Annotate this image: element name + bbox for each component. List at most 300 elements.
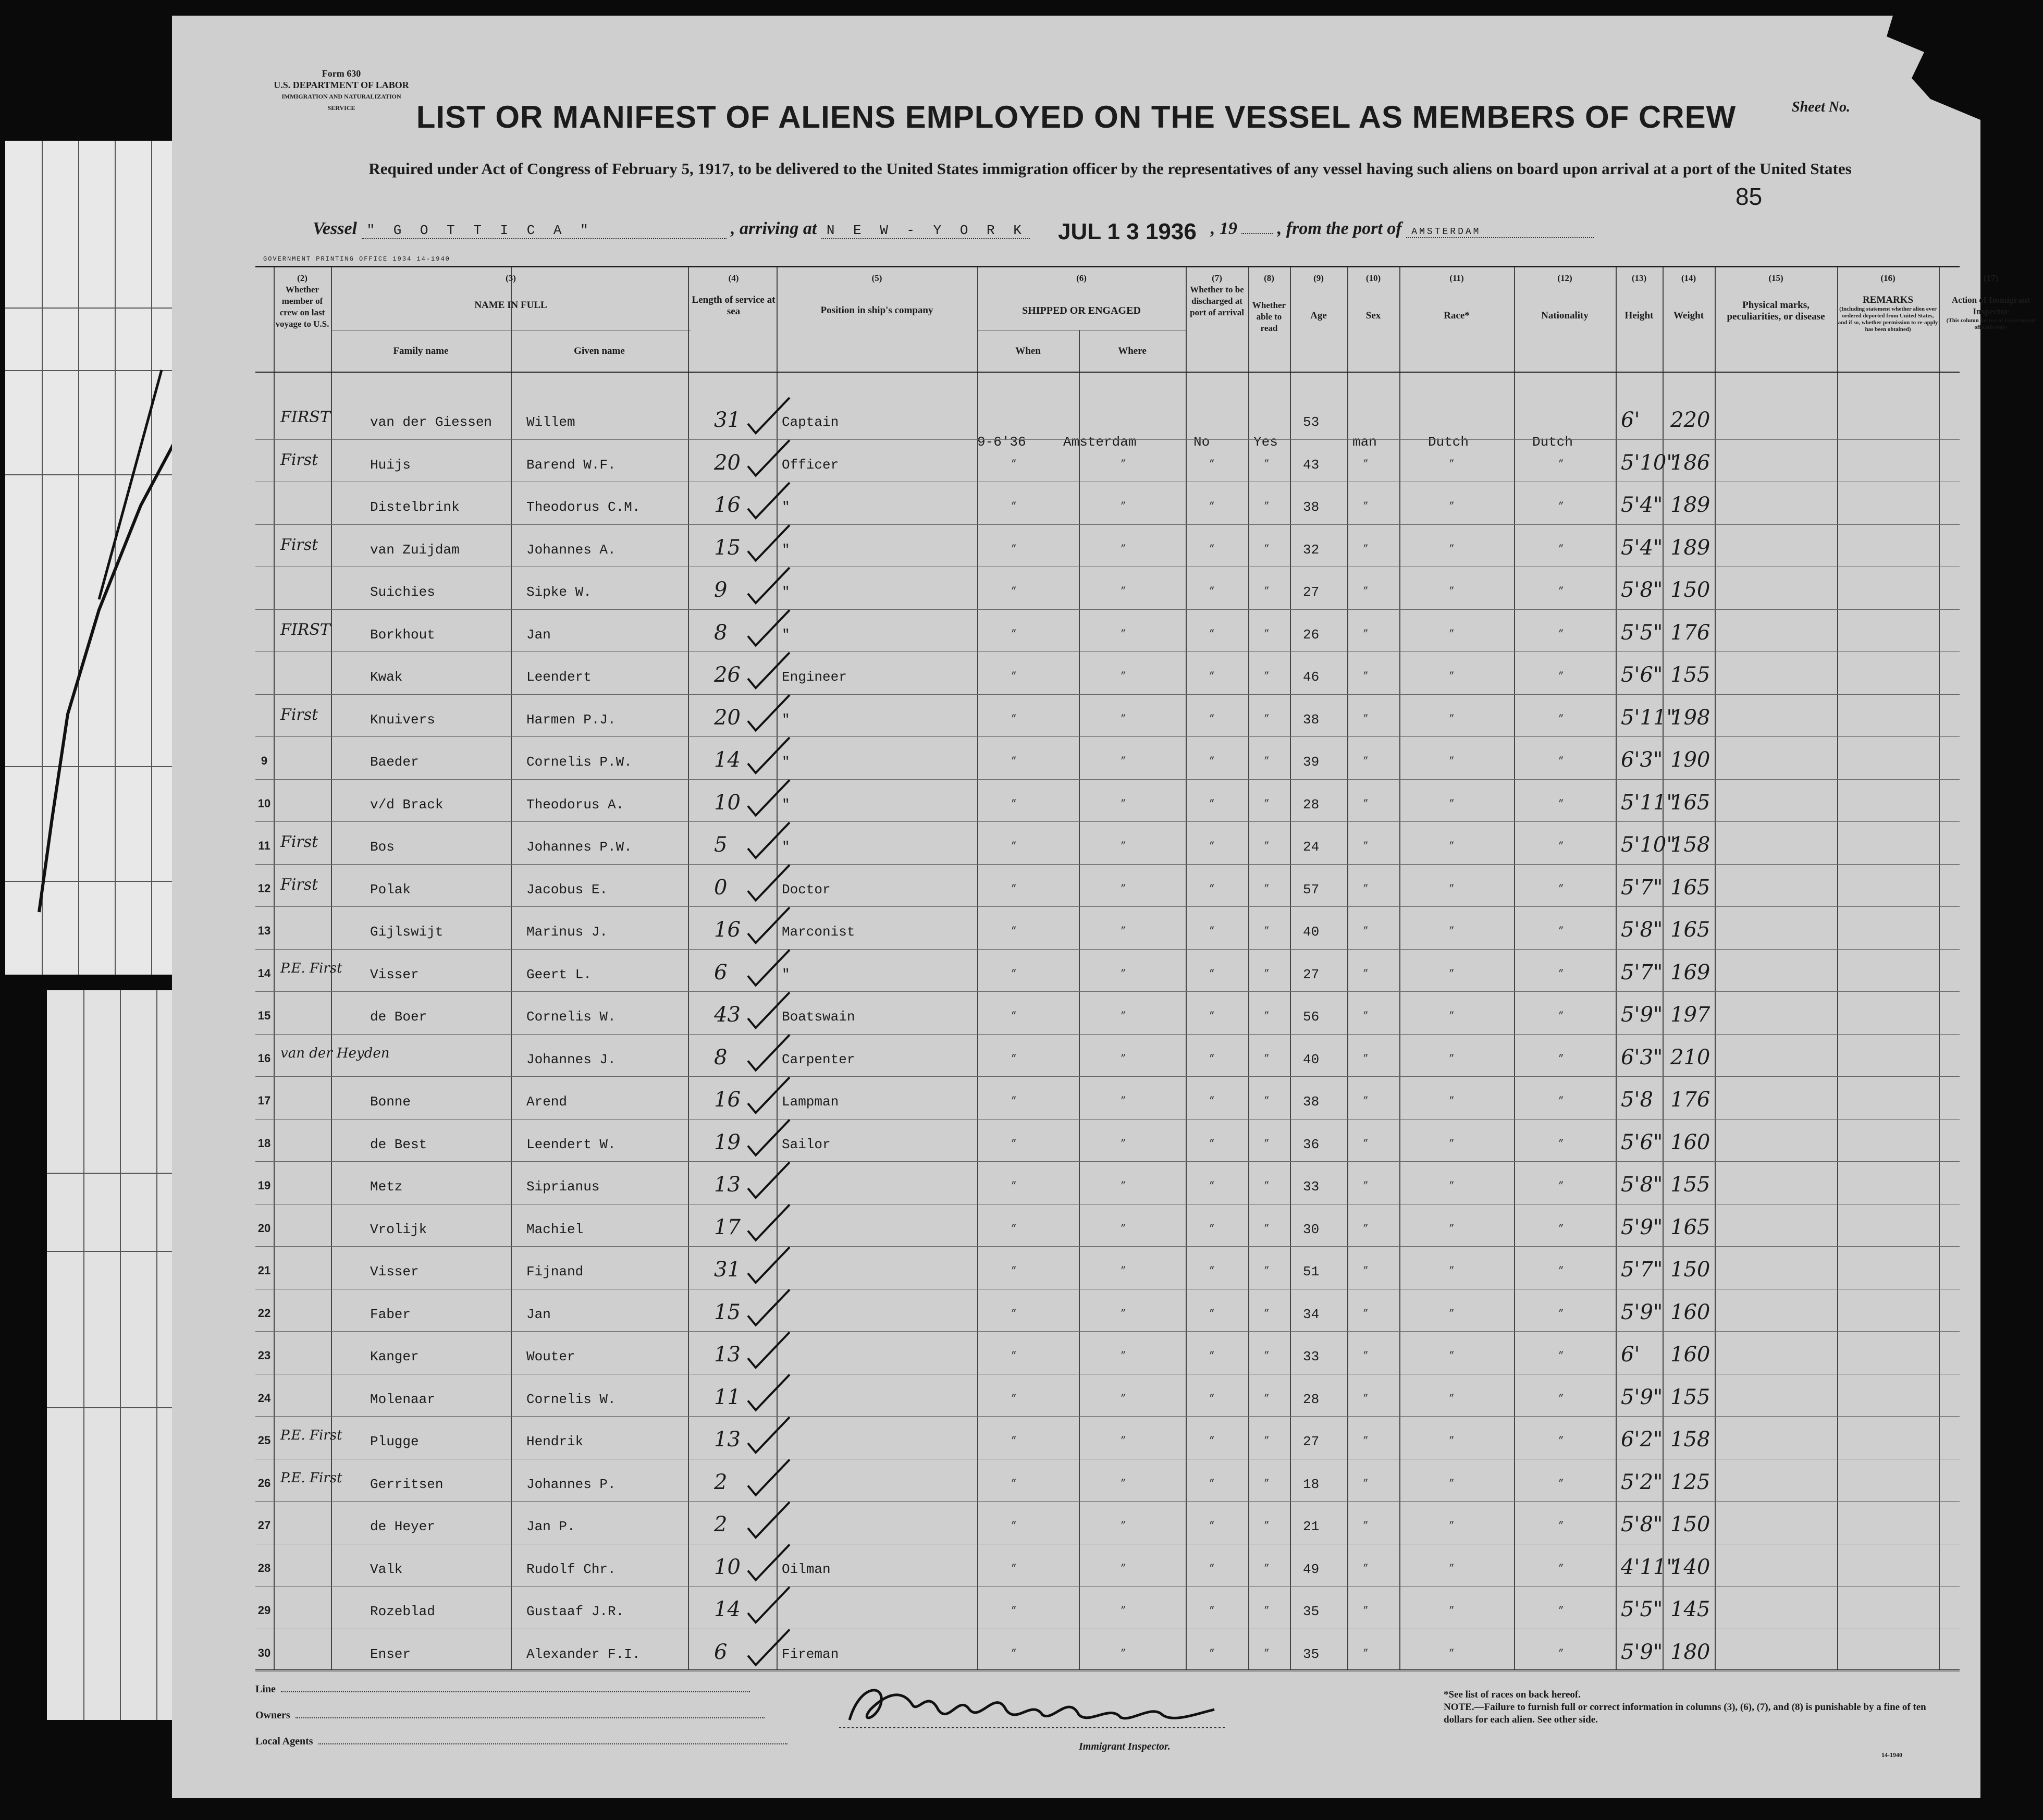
family-name: Huijs <box>370 457 411 473</box>
service-years: 13 <box>714 1428 741 1452</box>
row-number: 28 <box>257 1561 271 1575</box>
position: Fireman <box>782 1646 839 1662</box>
col-header-age: Age <box>1310 310 1327 321</box>
age: 57 <box>1303 881 1320 897</box>
ditto-mark: ” <box>1558 459 1564 470</box>
col-header-inspector: Action of Immigrant Inspector <box>1951 295 2030 316</box>
height: 5'9" <box>1621 1640 1663 1664</box>
given-name: Theodorus C.M. <box>526 499 641 515</box>
ditto-mark: ” <box>1363 1266 1369 1276</box>
ditto-mark: ” <box>1449 1096 1455 1106</box>
row-number: 23 <box>257 1349 271 1362</box>
service-years: 16 <box>714 1088 741 1112</box>
ditto-mark: ” <box>1011 1351 1017 1361</box>
ditto-mark: ” <box>1264 1308 1270 1319</box>
ditto-mark: ” <box>1264 1011 1270 1022</box>
ditto-mark: ” <box>1121 1096 1126 1106</box>
ditto-mark: ” <box>1264 1521 1270 1531</box>
ditto-mark: ” <box>1209 883 1215 894</box>
page-title: LIST OR MANIFEST OF ALIENS EMPLOYED ON THE VESSEL AS MEMBERS OF CREW <box>416 100 1737 134</box>
ditto-mark: ” <box>1121 586 1126 597</box>
ditto-mark: ” <box>1449 841 1455 852</box>
check-mark <box>748 865 790 901</box>
ditto-mark: ” <box>1011 1478 1017 1489</box>
service-years: 14 <box>714 1597 741 1621</box>
ditto-mark: ” <box>1558 968 1564 979</box>
service-years: 2 <box>714 1512 728 1536</box>
ditto-mark: ” <box>1121 1563 1126 1574</box>
check-mark <box>748 780 790 816</box>
ditto-mark: ” <box>1209 629 1215 640</box>
check-mark <box>748 1120 790 1155</box>
col-header-inspector-note: (This column for use of Government officials only) <box>1946 317 2036 330</box>
ditto-mark: ” <box>1558 544 1564 555</box>
height: 6' <box>1621 1343 1640 1367</box>
ditto-mark: ” <box>1121 1266 1126 1276</box>
ditto-mark: ” <box>1363 1393 1369 1404</box>
ditto-mark: ” <box>1449 968 1455 979</box>
ditto-mark: ” <box>1558 1606 1564 1616</box>
ditto-mark: ” <box>1449 629 1455 640</box>
weight: 210 <box>1670 1045 1710 1069</box>
ditto-mark: ” <box>1011 544 1017 555</box>
age: 28 <box>1303 796 1320 813</box>
ditto-mark: ” <box>1264 1606 1270 1616</box>
age: 27 <box>1303 1434 1320 1449</box>
family-name: Kanger <box>370 1349 419 1364</box>
family-name: Plugge <box>370 1434 419 1449</box>
ditto-mark: ” <box>1558 1393 1564 1404</box>
col-header-position: Position in ship's company <box>820 305 933 316</box>
ditto-mark: ” <box>1011 1563 1017 1574</box>
ditto-mark: ” <box>1449 883 1455 894</box>
ditto-mark: ” <box>1449 1478 1455 1489</box>
ditto-mark: ” <box>1363 1096 1369 1106</box>
ditto-mark: ” <box>1011 714 1017 724</box>
service-years: 31 <box>714 408 741 432</box>
ditto-mark: ” <box>1449 544 1455 555</box>
row-number: 11 <box>258 839 270 852</box>
row-number: 16 <box>257 1051 271 1065</box>
height: 5'10" <box>1621 450 1676 475</box>
ditto-mark: ” <box>1209 459 1215 470</box>
ditto-mark: ” <box>1264 671 1270 682</box>
arriving-port: N E W - Y O R K <box>821 223 1030 239</box>
family-name: Baeder <box>370 754 419 770</box>
height: 5'7" <box>1621 1258 1663 1282</box>
ditto-mark: ” <box>1363 1563 1369 1574</box>
check-mark <box>748 1502 790 1538</box>
row1-sex: man <box>1352 434 1377 450</box>
ditto-mark: ” <box>1558 1181 1564 1191</box>
ditto-mark: ” <box>1264 756 1270 767</box>
ditto-mark: ” <box>1209 586 1215 597</box>
ditto-mark: ” <box>1121 1351 1126 1361</box>
row-number: 9 <box>261 754 268 767</box>
weight: 160 <box>1670 1343 1710 1367</box>
ditto-mark: ” <box>1449 714 1455 724</box>
ditto-mark: ” <box>1209 1648 1215 1659</box>
inspector-signature <box>839 1673 1230 1736</box>
ditto-mark: ” <box>1011 1053 1017 1064</box>
form-number: Form 630 <box>322 68 361 79</box>
ditto-mark: ” <box>1011 629 1017 640</box>
ditto-mark: ” <box>1558 501 1564 512</box>
given-name: Leendert W. <box>526 1136 616 1152</box>
age: 49 <box>1303 1561 1320 1577</box>
ditto-mark: ” <box>1121 1606 1126 1616</box>
ditto-mark: ” <box>1449 1606 1455 1616</box>
ditto-mark: ” <box>1011 459 1017 470</box>
weight: 176 <box>1670 1088 1710 1112</box>
family-name: Vrolijk <box>370 1221 427 1237</box>
height: 5'8" <box>1621 1173 1663 1197</box>
ditto-mark: ” <box>1121 756 1126 767</box>
prev-voyage: P.E. First <box>280 960 342 976</box>
position: " <box>782 626 790 643</box>
ditto-mark: ” <box>1209 1096 1215 1106</box>
weight: 155 <box>1670 663 1710 687</box>
prev-voyage: FIRST <box>280 620 330 639</box>
family-name: Knuivers <box>370 711 435 728</box>
ditto-mark: ” <box>1363 1351 1369 1361</box>
ditto-mark: ” <box>1264 798 1270 809</box>
height: 5'9" <box>1621 1003 1663 1027</box>
family-name: Distelbrink <box>370 499 460 515</box>
height: 4'11" <box>1621 1555 1676 1579</box>
family-name: Faber <box>370 1306 411 1322</box>
ditto-mark: ” <box>1264 1266 1270 1276</box>
check-marks <box>255 267 1960 1669</box>
col-header-where: Where <box>1118 346 1147 356</box>
height: 5'8" <box>1621 578 1663 602</box>
age: 21 <box>1303 1519 1320 1534</box>
ditto-mark: ” <box>1449 586 1455 597</box>
row-number: 18 <box>257 1136 271 1150</box>
col-header-sex: Sex <box>1365 310 1381 321</box>
ditto-mark: ” <box>1011 1011 1017 1022</box>
weight: 158 <box>1670 833 1710 857</box>
weight: 180 <box>1670 1640 1710 1664</box>
ditto-mark: ” <box>1121 1223 1126 1234</box>
check-mark <box>748 1417 790 1453</box>
ditto-mark: ” <box>1121 841 1126 852</box>
row-number: 30 <box>257 1646 271 1659</box>
service-years: 11 <box>714 1385 741 1409</box>
arriving-label: , arriving at <box>731 219 817 238</box>
from-port: AMSTERDAM <box>1406 227 1594 238</box>
height: 5'6" <box>1621 1130 1663 1154</box>
age: 18 <box>1303 1476 1320 1492</box>
family-name: Visser <box>370 1264 419 1280</box>
given-name: Johannes A. <box>526 542 616 558</box>
check-mark <box>748 1077 790 1113</box>
check-mark <box>748 610 790 646</box>
ditto-mark: ” <box>1121 1478 1126 1489</box>
service-years: 5 <box>714 833 728 857</box>
ditto-mark: ” <box>1264 586 1270 597</box>
ditto-mark: ” <box>1449 1351 1455 1361</box>
ditto-mark: ” <box>1363 544 1369 555</box>
position: Doctor <box>782 881 831 897</box>
height: 5'8" <box>1621 1512 1663 1536</box>
ditto-mark: ” <box>1121 1053 1126 1064</box>
weight: 150 <box>1670 1258 1710 1282</box>
service-years: 8 <box>714 620 728 645</box>
height: 5'2" <box>1621 1470 1663 1494</box>
row-number: 26 <box>257 1476 271 1490</box>
ditto-mark: ” <box>1121 459 1126 470</box>
weight: 176 <box>1670 620 1710 645</box>
ditto-mark: ” <box>1363 883 1369 894</box>
department-name: U.S. DEPARTMENT OF LABOR <box>274 80 409 90</box>
given-name: Cornelis P.W. <box>526 754 632 770</box>
check-mark <box>748 525 790 561</box>
ditto-mark: ” <box>1264 841 1270 852</box>
family-name: Gerritsen <box>370 1476 444 1492</box>
footer-notes <box>1444 1689 1944 1726</box>
ditto-mark: ” <box>1558 1223 1564 1234</box>
ditto-mark: ” <box>1449 1308 1455 1319</box>
vessel-name: " G O T T I C A " <box>362 223 727 239</box>
service-years: 17 <box>714 1215 741 1239</box>
age: 32 <box>1303 542 1320 558</box>
age: 38 <box>1303 499 1320 515</box>
ditto-mark: ” <box>1558 1138 1564 1149</box>
ditto-mark: ” <box>1363 501 1369 512</box>
service-years: 31 <box>714 1258 741 1282</box>
ditto-mark: ” <box>1363 1521 1369 1531</box>
ditto-mark: ” <box>1449 1436 1455 1446</box>
position: " <box>782 966 790 982</box>
crew-table: (2) Whether member of crew on last voyage to U.S. (3) NAME IN FULL Family name Given name (4) Length of service at sea (5) Position in ship's company (6) SHIPPED OR ENGAGED When Where (7) Whether to be discharged at port of arrival (8) Whether able to read (9) Age (10) Sex (11) Race* (12) Nationality (13) Height (14) Weight (15) Physical marks, peculiarities, or disease (16) REMARKS (Including statement whether alien ever ordered deported from United States, and if so, whether permission to re-apply has been obtained) (17) Action of Immigrant Inspector (This column for use of Government officials only) 9-6'36 Amsterdam No Yes man Dutch Dutch FIRST van der Giessen Willem 31 Captain 53 6' 220 First Huijs Barend W.F. 20 Officer 43 5'10" 186 ” ” ” ” ” ” ” Distelbrink Theodorus C.M. 16 " 38 5'4" 189 ” ” ” ” ” ” ” First van Zuijdam Johannes A. 15 " 32 5'4" 189 ” ” ” ” ” ” ” Suichies Sipke W. 9 " 27 5'8" 150 ” ” ” ” ” ” ” FIRST Borkhout Jan 8 " 26 5'5" 176 ” ” ” ” ” ” ” Kwak Leendert 26 Engineer 46 5'6" 155 ” ” ” ” ” ” ” First Knuivers Harmen P.J. 20 " 38 5'11" 198 ” ” ” ” ” ” ” 9 Baeder Cornelis P.W. 14 " 39 6'3" 190 ” ” ” ” ” ” ” 10 v/d Brack Theodorus A. 10 " 28 5'11" 165 ” ” ” ” ” ” ” 11 First Bos Johannes P.W. 5 " 24 5'10" 158 ” ” ” ” ” ” ” 12 First Polak Jacobus E. 0 Doctor 57 5'7" 165 ” ” ” ” ” ” ” 13 Gijlswijt Marinus J. 16 Marconist 40 5'8" 165 ” ” ” ” ” ” ” 14 P.E. First Visser Geert L. 6 " 27 5'7" 169 ” ” ” ” ” ” ” 15 de Boer Cornelis W. 43 Boatswain 56 5'9" 197 ” ” ” ” ” ” ” 16 van der Heyden Johannes J. 8 Carpenter 40 6'3" 210 ” ” ” ” ” ” ” 17 Bonne Arend 16 Lampman 38 5'8 176 ” ” ” ” ” ” ” 18 de Best Leendert W. 19 Sailor 36 5'6" 160 ” ” ” ” ” ” ” 19 Metz Siprianus 13 33 5'8" 155 ” ” ” ” ” ” ” 20 Vrolijk Machiel 17 30 5'9" 165 ” ” ” ” ” ” ” 21 Visser Fijnand 31 51 5'7" 150 ” ” ” ” ” ” ” 22 Faber Jan 15 34 5'9" 160 ” ” ” ” ” ” ” 23 Kanger Wouter 13 33 6' 160 ” ” ” ” ” ” ” 24 Molenaar Cornelis W. 11 28 5'9" 155 ” ” ” ” ” ” ” 25 P.E. First Plugge Hendrik 13 27 6'2" 158 ” ” ” ” ” ” ” 26 P.E. First Gerritsen Johannes P. 2 18 5'2" 125 ” ” ” ” ” ” ” 27 de Heyer Jan P. 2 21 5'8" 150 ” ” ” ” ” ” ” 28 Valk Rudolf Chr. 10 Oilman 49 4'11" 140 ” ” ” ” ” ” ” 29 Rozeblad Gustaaf J.R. 14 35 5'5" 145 ” ” ” ” ” ” ” 30 Enser Alexander F.I. 6 Fireman 35 5'9" 180 ” ” ” ” ” ” ” <box>255 266 1960 1670</box>
given-name: Machiel <box>526 1221 584 1237</box>
weight: 169 <box>1670 960 1710 985</box>
ditto-mark: ” <box>1209 968 1215 979</box>
check-mark <box>748 1162 790 1198</box>
weight: 220 <box>1670 408 1710 432</box>
col-header-nationality: Nationality <box>1541 310 1589 321</box>
ditto-mark: ” <box>1449 501 1455 512</box>
height: 5'9" <box>1621 1215 1663 1239</box>
ditto-mark: ” <box>1011 586 1017 597</box>
check-mark <box>748 483 790 518</box>
age: 53 <box>1303 414 1320 430</box>
ditto-mark: ” <box>1011 501 1017 512</box>
ditto-mark: ” <box>1011 1266 1017 1276</box>
ditto-mark: ” <box>1449 798 1455 809</box>
ditto-mark: ” <box>1558 1436 1564 1446</box>
position: Carpenter <box>782 1051 855 1067</box>
given-name: Barend W.F. <box>526 457 616 473</box>
ditto-mark: ” <box>1011 1096 1017 1106</box>
ditto-mark: ” <box>1449 1223 1455 1234</box>
ditto-mark: ” <box>1209 1521 1215 1531</box>
check-mark <box>748 1545 790 1580</box>
ditto-mark: ” <box>1449 1393 1455 1404</box>
height: 5'9" <box>1621 1385 1663 1409</box>
ditto-mark: ” <box>1209 1606 1215 1616</box>
ditto-mark: ” <box>1363 1053 1369 1064</box>
prev-voyage: P.E. First <box>280 1428 342 1443</box>
height: 5'8" <box>1621 918 1663 942</box>
service-years: 8 <box>714 1045 728 1069</box>
ditto-mark: ” <box>1011 1138 1017 1149</box>
given-name: Johannes J. <box>526 1051 616 1067</box>
row1-discharged: No <box>1193 434 1210 450</box>
age: 40 <box>1303 1051 1320 1067</box>
age: 24 <box>1303 839 1320 855</box>
weight: 198 <box>1670 705 1710 730</box>
row-number: 12 <box>257 881 271 895</box>
ditto-mark: ” <box>1209 1181 1215 1191</box>
col-header-name: NAME IN FULL <box>474 300 547 311</box>
given-name: Arend <box>526 1094 568 1110</box>
given-name: Sipke W. <box>526 584 592 600</box>
height: 5'8 <box>1621 1088 1653 1112</box>
ditto-mark: ” <box>1449 1521 1455 1531</box>
check-mark <box>748 1587 790 1622</box>
ditto-mark: ” <box>1209 1393 1215 1404</box>
vessel-label: Vessel <box>313 219 357 238</box>
ditto-mark: ” <box>1264 1436 1270 1446</box>
ditto-mark: ” <box>1264 1138 1270 1149</box>
races-note: *See list of races on back hereof. <box>1444 1689 1581 1700</box>
family-name: Kwak <box>370 669 403 685</box>
ditto-mark: ” <box>1449 1563 1455 1574</box>
family-name: van der Giessen <box>370 414 493 430</box>
position: " <box>782 839 790 855</box>
ditto-mark: ” <box>1264 1478 1270 1489</box>
ditto-mark: ” <box>1209 1436 1215 1446</box>
position: Lampman <box>782 1094 839 1110</box>
ditto-mark: ” <box>1011 671 1017 682</box>
age: 26 <box>1303 626 1320 643</box>
age: 27 <box>1303 966 1320 982</box>
ditto-mark: ” <box>1209 501 1215 512</box>
ditto-mark: ” <box>1121 501 1126 512</box>
ditto-mark: ” <box>1121 1393 1126 1404</box>
check-mark <box>748 1375 790 1410</box>
ditto-mark: ” <box>1449 1138 1455 1149</box>
ditto-mark: ” <box>1558 1053 1564 1064</box>
ditto-mark: ” <box>1558 883 1564 894</box>
ditto-mark: ” <box>1449 1266 1455 1276</box>
ditto-mark: ” <box>1558 1521 1564 1531</box>
row-number: 10 <box>257 796 271 810</box>
age: 39 <box>1303 754 1320 770</box>
family-name: Polak <box>370 881 411 897</box>
ditto-mark: ” <box>1363 714 1369 724</box>
ditto-mark: ” <box>1209 798 1215 809</box>
height: 6'2" <box>1621 1428 1663 1452</box>
ditto-mark: ” <box>1363 586 1369 597</box>
ditto-mark: ” <box>1011 883 1017 894</box>
check-mark <box>748 440 790 476</box>
age: 35 <box>1303 1646 1320 1662</box>
col-header-shipped: SHIPPED OR ENGAGED <box>1022 305 1141 316</box>
ditto-mark: ” <box>1264 968 1270 979</box>
family-name: Molenaar <box>370 1391 435 1407</box>
ditto-mark: ” <box>1363 1011 1369 1022</box>
ditto-mark: ” <box>1363 1436 1369 1446</box>
ditto-mark: ” <box>1363 671 1369 682</box>
prev-voyage: First <box>280 450 318 469</box>
ditto-mark: ” <box>1449 1011 1455 1022</box>
ditto-mark: ” <box>1209 1011 1215 1022</box>
inspector-label: Immigrant Inspector. <box>1079 1741 1171 1752</box>
ditto-mark: ” <box>1264 714 1270 724</box>
position: Marconist <box>782 924 855 940</box>
check-mark <box>748 568 790 603</box>
prev-voyage: First <box>280 535 318 554</box>
ditto-mark: ” <box>1558 756 1564 767</box>
family-name: Rozeblad <box>370 1604 435 1619</box>
service-years: 16 <box>714 918 741 942</box>
ditto-mark: ” <box>1558 1308 1564 1319</box>
family-name: van Zuijdam <box>370 542 460 558</box>
given-name: Jan <box>526 1306 551 1322</box>
ditto-mark: ” <box>1011 841 1017 852</box>
ditto-mark: ” <box>1264 1223 1270 1234</box>
ditto-mark: ” <box>1121 1648 1126 1659</box>
year-label: , 19 <box>1210 219 1237 238</box>
position: Officer <box>782 457 839 473</box>
service-years: 20 <box>714 705 741 730</box>
weight: 165 <box>1670 875 1710 900</box>
family-name: v/d Brack <box>370 796 444 813</box>
weight: 190 <box>1670 748 1710 772</box>
ditto-mark: ” <box>1363 1308 1369 1319</box>
ditto-mark: ” <box>1121 883 1126 894</box>
given-name: Hendrik <box>526 1434 584 1449</box>
age: 36 <box>1303 1136 1320 1152</box>
weight: 140 <box>1670 1555 1710 1579</box>
age: 33 <box>1303 1349 1320 1364</box>
age: 33 <box>1303 1179 1320 1195</box>
arrival-date-stamp: JUL 1 3 1936 <box>1058 219 1197 244</box>
ditto-mark: ” <box>1121 798 1126 809</box>
weight: 197 <box>1670 1003 1710 1027</box>
ditto-mark: ” <box>1011 756 1017 767</box>
ditto-mark: ” <box>1011 1181 1017 1191</box>
position: Sailor <box>782 1136 831 1152</box>
age: 27 <box>1303 584 1320 600</box>
weight: 189 <box>1670 535 1710 560</box>
ditto-mark: ” <box>1363 1606 1369 1616</box>
prev-voyage: First <box>280 875 318 894</box>
ditto-mark: ” <box>1209 926 1215 937</box>
weight: 165 <box>1670 918 1710 942</box>
col-header-physical-marks: Physical marks, peculiarities, or disease <box>1727 300 1825 322</box>
family-name: de Heyer <box>370 1519 435 1534</box>
ditto-mark: ” <box>1121 926 1126 937</box>
ditto-mark: ” <box>1121 714 1126 724</box>
row-number: 14 <box>257 966 271 980</box>
service-years: 10 <box>714 1555 741 1579</box>
height: 5'9" <box>1621 1300 1663 1324</box>
ditto-mark: ” <box>1264 1393 1270 1404</box>
given-name: Theodorus A. <box>526 796 624 813</box>
given-name: Rudolf Chr. <box>526 1561 616 1577</box>
age: 34 <box>1303 1306 1320 1322</box>
form-code: 14-1940 <box>1881 1751 1902 1758</box>
ditto-mark: ” <box>1011 1648 1017 1659</box>
given-name: Geert L. <box>526 966 592 982</box>
col-header-family-name: Family name <box>393 346 449 356</box>
position: " <box>782 711 790 728</box>
position: " <box>782 499 790 515</box>
